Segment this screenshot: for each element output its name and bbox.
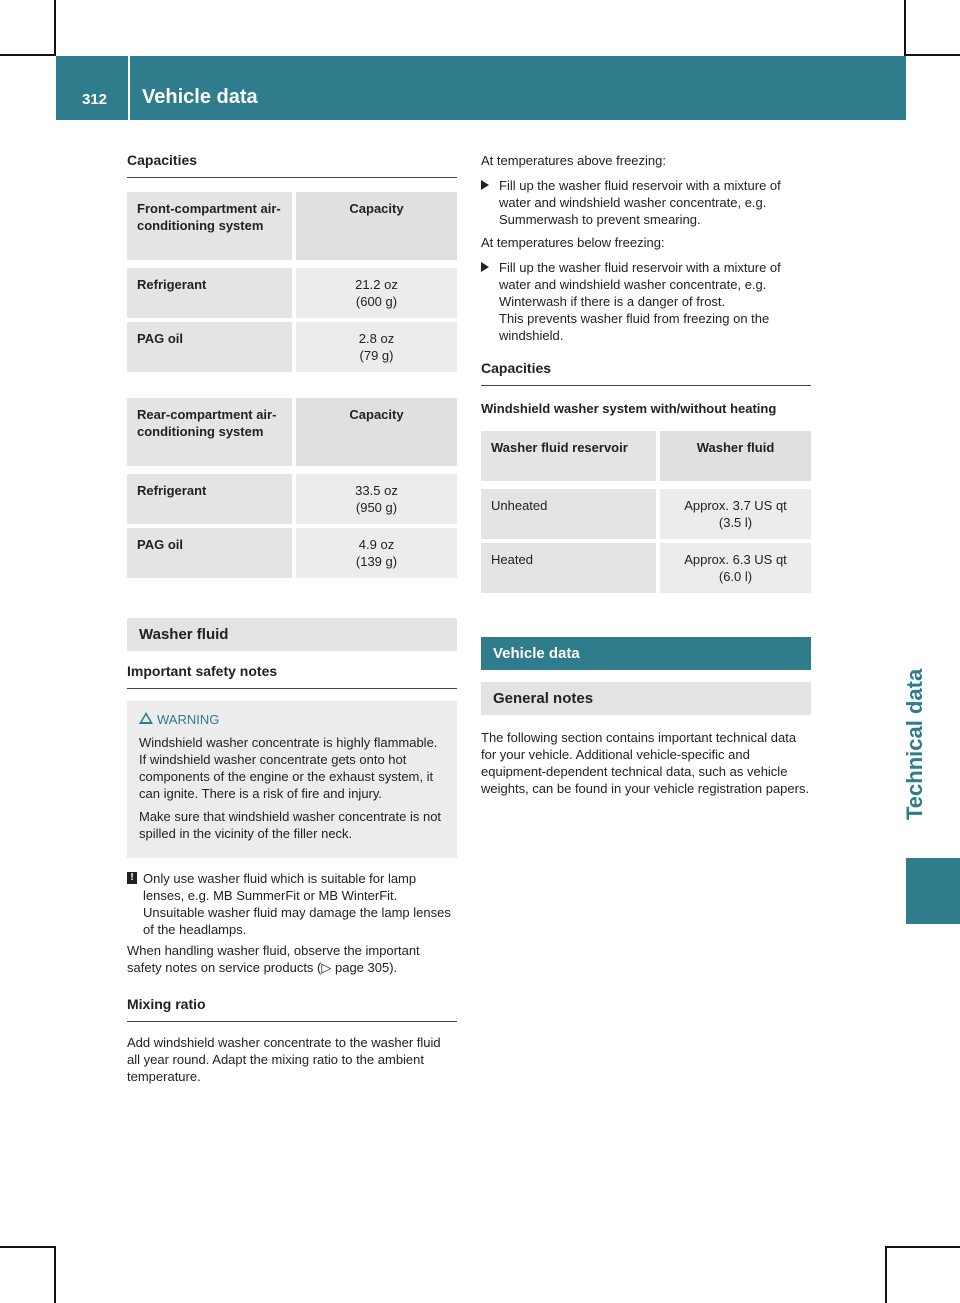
row-value — [296, 268, 457, 322]
crop-mark — [54, 0, 56, 56]
warning-label: WARNING — [157, 712, 220, 727]
list-item — [481, 177, 811, 228]
washer-fluid-table — [481, 431, 811, 597]
table-header-cell: Rear-compartment air-conditioning system — [127, 398, 296, 474]
table-row — [127, 268, 457, 322]
table-header-cell: Washer fluid reservoir — [481, 431, 660, 489]
warning-text: Make sure that windshield washer concentrate is not spilled in the vicinity of the filler neck. — [139, 809, 442, 841]
row-label: Refrigerant — [127, 268, 296, 322]
value-primary: 4.9 oz — [358, 537, 395, 552]
value-secondary: (600 g) — [355, 294, 398, 309]
row-value — [296, 322, 457, 376]
below-freezing-text: At temperatures below freezing: — [481, 235, 665, 250]
notice — [127, 870, 457, 938]
value-secondary: (950 g) — [355, 500, 398, 515]
warning-box — [127, 701, 457, 858]
handling-text: When handling washer fluid, observe the important safety notes on service products (▷ page 305). — [127, 943, 420, 975]
front-ac-table — [127, 192, 457, 376]
capacities-heading: Capacities — [127, 152, 457, 178]
crop-mark — [0, 54, 56, 56]
crop-mark — [54, 1246, 56, 1303]
row-label: PAG oil — [127, 528, 296, 582]
table-row — [127, 474, 457, 528]
value-primary: 33.5 oz — [355, 483, 398, 498]
notice-icon: ! — [127, 872, 137, 884]
row-value — [296, 528, 457, 582]
crop-mark — [885, 1246, 960, 1248]
general-notes-text: The following section contains important technical data for your vehicle. Additional vehicle-specific and equipment-dependent technical data, such as vehicle weights, can be found in your vehicle registration papers. — [481, 730, 810, 796]
left-column — [127, 152, 457, 1093]
table-header-row — [127, 398, 457, 474]
washer-fluid-band: Washer fluid — [127, 618, 457, 651]
row-label: Unheated — [481, 489, 660, 543]
row-value — [296, 474, 457, 528]
washer-system-title: Windshield washer system with/without heating — [481, 401, 777, 416]
warning-heading — [139, 711, 445, 728]
row-label: PAG oil — [127, 322, 296, 376]
value-secondary: (3.5 l) — [718, 515, 753, 530]
bullet-arrow-icon — [481, 180, 489, 190]
crop-mark — [904, 54, 960, 56]
table-row — [127, 322, 457, 376]
value-primary: 2.8 oz — [358, 331, 395, 346]
table-row — [481, 489, 811, 543]
warning-text: Windshield washer concentrate is highly flammable. If windshield washer concentrate gets onto hot components of the engine or the exhaust system, it can ignite. There is a risk of fire and injury. — [139, 735, 438, 801]
value-primary: Approx. 6.3 US qt — [684, 552, 787, 567]
value-secondary: (79 g) — [359, 348, 394, 363]
table-header-cell: Capacity — [296, 398, 457, 474]
mixing-text: Add windshield washer concentrate to the washer fluid all year round. Adapt the mixing ratio to the ambient temperature. — [127, 1035, 441, 1084]
row-label: Heated — [481, 543, 660, 597]
capacities-heading: Capacities — [481, 360, 811, 386]
mixing-ratio-heading: Mixing ratio — [127, 984, 457, 1022]
rear-ac-table — [127, 398, 457, 582]
crop-mark — [904, 0, 906, 56]
above-freezing-text: At temperatures above freezing: — [481, 153, 666, 168]
general-notes-band: General notes — [481, 682, 811, 715]
row-value — [660, 489, 811, 543]
table-header-row — [481, 431, 811, 489]
vehicle-data-band: Vehicle data — [481, 637, 811, 670]
value-secondary: (6.0 l) — [718, 569, 753, 584]
side-tab-marker — [906, 858, 960, 924]
table-row — [127, 528, 457, 582]
value-primary: 21.2 oz — [355, 277, 398, 292]
table-header-cell: Washer fluid — [660, 431, 811, 489]
side-tab — [880, 580, 960, 840]
row-value — [660, 543, 811, 597]
value-secondary: (139 g) — [355, 554, 398, 569]
bullet-arrow-icon — [481, 262, 489, 272]
right-column — [481, 152, 811, 805]
bullet-text: This prevents washer fluid from freezing on the windshield. — [499, 311, 770, 343]
table-header-cell: Front-compartment air-conditioning system — [127, 192, 296, 268]
header-divider — [128, 56, 130, 120]
notice-text: Only use washer fluid which is suitable for lamp lenses, e.g. MB SummerFit or MB WinterFit. Unsuitable washer fluid may damage the lamp lenses of the headlamps. — [143, 871, 451, 937]
page-title: Vehicle data — [142, 86, 258, 108]
warning-triangle-icon — [139, 712, 153, 724]
crop-mark — [885, 1246, 887, 1303]
row-label: Refrigerant — [127, 474, 296, 528]
table-header-cell: Capacity — [296, 192, 457, 268]
bullet-text: Fill up the washer fluid reservoir with a mixture of water and windshield washer concentrate, e.g. Winterwash if there is a danger of frost. — [499, 260, 781, 309]
table-header-row — [127, 192, 457, 268]
table-row — [481, 543, 811, 597]
value-primary: Approx. 3.7 US qt — [684, 498, 787, 513]
list-item — [481, 259, 811, 344]
bullet-text: Fill up the washer fluid reservoir with a mixture of water and windshield washer concentrate, e.g. Summerwash to prevent smearing. — [499, 178, 781, 227]
safety-notes-heading: Important safety notes — [127, 651, 457, 689]
side-tab-label: Technical data — [902, 668, 927, 820]
page-number: 312 — [82, 91, 108, 108]
crop-mark — [0, 1246, 56, 1248]
